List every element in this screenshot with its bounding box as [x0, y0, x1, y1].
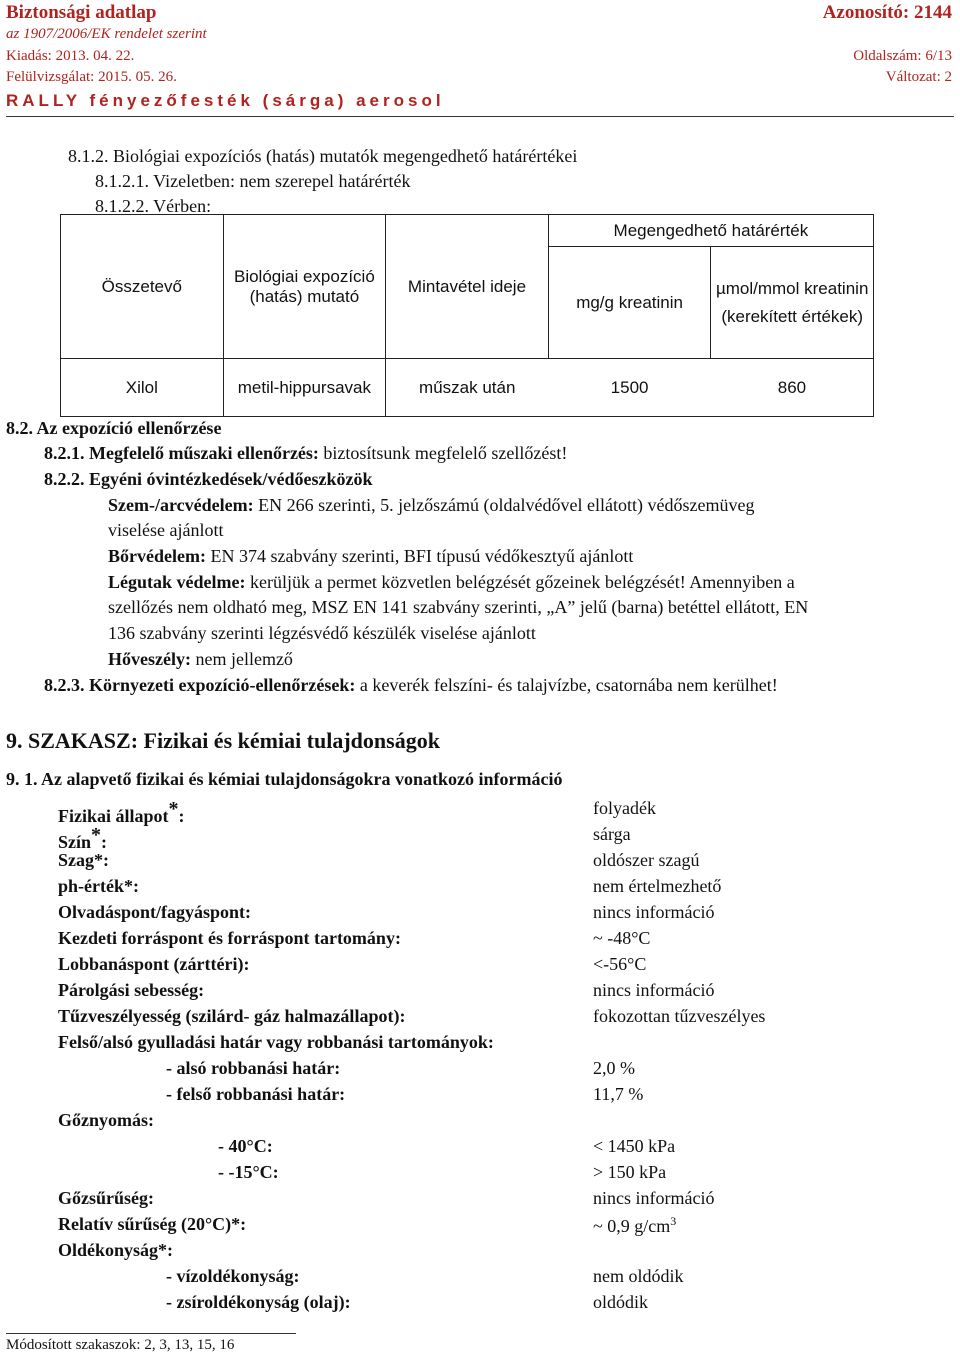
property-value-text: nem értelmezhető	[593, 876, 722, 896]
property-name: - zsíroldékonyság (olaj):	[166, 1292, 351, 1312]
section-8-2-2-title: 8.2.2. Egyéni óvintézkedések/védőeszközök	[44, 469, 373, 489]
skin-protection	[108, 546, 633, 567]
property-row	[58, 902, 918, 928]
property-value-text: <-56°C	[593, 954, 647, 974]
section-8-2-3-label: 8.2.3. Környezeti expozíció-ellenőrzések:	[44, 675, 356, 695]
property-row	[58, 876, 918, 902]
property-value-text: 2,0 %	[593, 1058, 635, 1078]
property-name: Kezdeti forráspont és forráspont tartomány:	[58, 928, 401, 948]
col-header-component: Összetevő	[61, 215, 224, 359]
cell-sampling-time: műszak után	[386, 359, 549, 417]
eye-protection-text: EN 266 szerinti, 5. jelzőszámú (oldalvédővel ellátott) védőszemüveg	[253, 495, 755, 515]
property-row	[58, 1032, 918, 1058]
respiratory-protection-text-2: szellőzés nem oldható meg, MSZ EN 141 szabvány szerinti, „A” jelű (barna) betéttel ellátott, EN	[108, 597, 809, 617]
property-row	[58, 980, 918, 1006]
col-header-umol-label: µmol/mmol kreatinin	[715, 278, 869, 298]
property-name: Oldékonyság*:	[58, 1240, 174, 1260]
property-value-text: nincs információ	[593, 902, 715, 922]
asterisk-mark: *	[91, 824, 102, 846]
property-value	[593, 1162, 666, 1183]
col-header-umol	[711, 247, 874, 359]
property-value	[593, 954, 646, 975]
property-value	[593, 1188, 714, 1209]
property-name: Lobbanáspont (zárttéri):	[58, 954, 250, 974]
property-name: Olvadáspont/fagyáspont:	[58, 902, 252, 922]
modified-sections: Módosított szakaszok: 2, 3, 13, 15, 16	[6, 1337, 235, 1353]
thermal-hazard-label: Hőveszély:	[108, 649, 191, 669]
section-8-1-2-1: 8.1.2.1. Vizeletben: nem szerepel határérték	[95, 171, 411, 191]
respiratory-protection-label: Légutak védelme:	[108, 572, 246, 592]
property-row	[58, 850, 918, 876]
property-row	[58, 1240, 918, 1266]
property-row	[58, 1214, 918, 1240]
property-name: ph-érték*:	[58, 876, 139, 896]
table-row	[61, 359, 874, 417]
property-name: Relatív sűrűség (20°C)*:	[58, 1214, 247, 1234]
property-name: Gőzsűrűség:	[58, 1188, 154, 1208]
property-name	[58, 824, 107, 853]
property-name: Gőznyomás:	[58, 1110, 154, 1130]
section-8-1-2-2: 8.1.2.2. Vérben:	[95, 196, 212, 216]
property-value	[593, 1006, 765, 1027]
section-8-2-1-text: biztosítsunk megfelelő szellőzést!	[318, 443, 568, 463]
eye-protection	[108, 495, 754, 516]
property-name: - -15°C:	[218, 1162, 279, 1182]
property-name	[58, 798, 185, 827]
respiratory-protection-text: kerüljük a permet közvetlen belégzését gőzeinek belégzését! Amennyiben a	[245, 572, 795, 592]
property-value-text: nincs információ	[593, 1188, 715, 1208]
colon: :	[101, 832, 108, 852]
col-header-rounded: (kerekített értékek)	[721, 306, 864, 326]
property-value-text: folyadék	[593, 798, 656, 818]
property-value	[593, 1058, 635, 1079]
property-value	[593, 876, 721, 897]
respiratory-protection-text-3: 136 szabvány szerinti légzésvédő készülék viselése ajánlott	[108, 623, 536, 643]
property-value-text: > 150 kPa	[593, 1162, 667, 1182]
property-row	[58, 1188, 918, 1214]
property-row	[58, 1292, 918, 1318]
property-value	[593, 1136, 675, 1157]
property-value-text: oldódik	[593, 1292, 649, 1312]
skin-protection-text: EN 374 szabvány szerinti, BFI típusú védőkesztyű ajánlott	[205, 546, 634, 566]
document-title: Biztonsági adatlap	[6, 2, 157, 23]
page-number: Oldalszám: 6/13	[853, 48, 952, 64]
skin-protection-label: Bőrvédelem:	[108, 546, 206, 566]
respiratory-protection	[108, 572, 795, 593]
property-name: - alsó robbanási határ:	[166, 1058, 341, 1078]
col-header-mg-g: mg/g kreatinin	[548, 247, 711, 359]
property-value	[593, 1214, 676, 1237]
unit-superscript: 3	[670, 1214, 677, 1228]
property-value-text: nincs információ	[593, 980, 715, 1000]
property-value	[593, 928, 650, 949]
property-row	[58, 1266, 918, 1292]
property-row	[58, 1058, 918, 1084]
section-9-title: 9. SZAKASZ: Fizikai és kémiai tulajdonságok	[6, 728, 440, 753]
property-value	[593, 902, 714, 923]
property-name: Párolgási sebesség:	[58, 980, 205, 1000]
property-row	[58, 1162, 918, 1188]
product-name: RALLY fényezőfesték (sárga) aerosol	[6, 91, 445, 110]
property-value-text: sárga	[593, 824, 631, 844]
thermal-hazard-text: nem jellemző	[190, 649, 293, 669]
thermal-hazard	[108, 649, 293, 670]
section-8-1-2-title: 8.1.2. Biológiai expozíciós (hatás) mutatók megengedhető határértékei	[68, 146, 578, 166]
property-row	[58, 954, 918, 980]
colon: :	[178, 806, 185, 826]
property-name-text: Fizikai állapot	[58, 806, 169, 826]
version-number: Változat: 2	[885, 69, 952, 85]
col-header-indicator: Biológiai expozíció (hatás) mutató	[223, 215, 386, 359]
property-row	[58, 1084, 918, 1110]
property-value	[593, 980, 714, 1001]
properties-list	[58, 798, 918, 1318]
asterisk-mark: *	[168, 798, 179, 820]
property-row	[58, 824, 918, 850]
section-9-1-title: 9. 1. Az alapvető fizikai és kémiai tulajdonságokra vonatkozó információ	[6, 769, 563, 789]
section-8-2-title: 8.2. Az expozíció ellenőrzése	[6, 418, 222, 438]
property-value-text: nem oldódik	[593, 1266, 684, 1286]
property-row	[58, 1006, 918, 1032]
property-name: Felső/alsó gyulladási határ vagy robbanási tartományok:	[58, 1032, 494, 1052]
document-identifier: Azonosító: 2144	[822, 2, 952, 23]
issue-date: Kiadás: 2013. 04. 22.	[6, 48, 135, 64]
property-name: Szag*:	[58, 850, 109, 870]
revision-date: Felülvizsgálat: 2015. 05. 26.	[6, 69, 177, 85]
property-value-text: fokozottan tűzveszélyes	[593, 1006, 766, 1026]
property-row	[58, 1136, 918, 1162]
col-header-limit: Megengedhető határérték	[548, 215, 873, 247]
biological-limit-table	[60, 214, 874, 417]
regulation-reference: az 1907/2006/EK rendelet szerint	[6, 26, 207, 42]
cell-umol: 860	[711, 359, 874, 417]
property-value	[593, 1266, 684, 1287]
cell-mg-g: 1500	[548, 359, 711, 417]
property-value-text: ~ 0,9 g/cm	[593, 1216, 671, 1236]
header-divider	[6, 116, 954, 117]
cell-component: Xilol	[61, 359, 224, 417]
footer-divider	[6, 1333, 296, 1334]
property-value-text: 11,7 %	[593, 1084, 644, 1104]
property-value	[593, 850, 699, 871]
property-name: - vízoldékonyság:	[166, 1266, 300, 1286]
property-value	[593, 824, 631, 845]
property-row	[58, 928, 918, 954]
section-8-2-3-text: a keverék felszíni- és talajvízbe, csatornába nem kerülhet!	[355, 675, 778, 695]
property-name-text: Szín	[58, 832, 92, 852]
property-value-text: oldószer szagú	[593, 850, 700, 870]
cell-indicator: metil-hippursavak	[223, 359, 386, 417]
property-row	[58, 798, 918, 824]
property-row	[58, 1110, 918, 1136]
section-8-2-1	[44, 443, 567, 464]
eye-protection-label: Szem-/arcvédelem:	[108, 495, 254, 515]
property-value	[593, 1292, 648, 1313]
section-8-2-1-label: 8.2.1. Megfelelő műszaki ellenőrzés:	[44, 443, 319, 463]
property-name: - felső robbanási határ:	[166, 1084, 346, 1104]
property-value-text: ~ -48°C	[593, 928, 651, 948]
property-value	[593, 1084, 643, 1105]
col-header-sampling-time: Mintavétel ideje	[386, 215, 549, 359]
eye-protection-text-cont: viselése ajánlott	[108, 520, 224, 540]
section-8-2-3	[44, 675, 778, 696]
property-name: Tűzveszélyesség (szilárd- gáz halmazállapot):	[58, 1006, 406, 1026]
property-value-text: < 1450 kPa	[593, 1136, 676, 1156]
property-value	[593, 798, 656, 819]
property-name: - 40°C:	[218, 1136, 273, 1156]
